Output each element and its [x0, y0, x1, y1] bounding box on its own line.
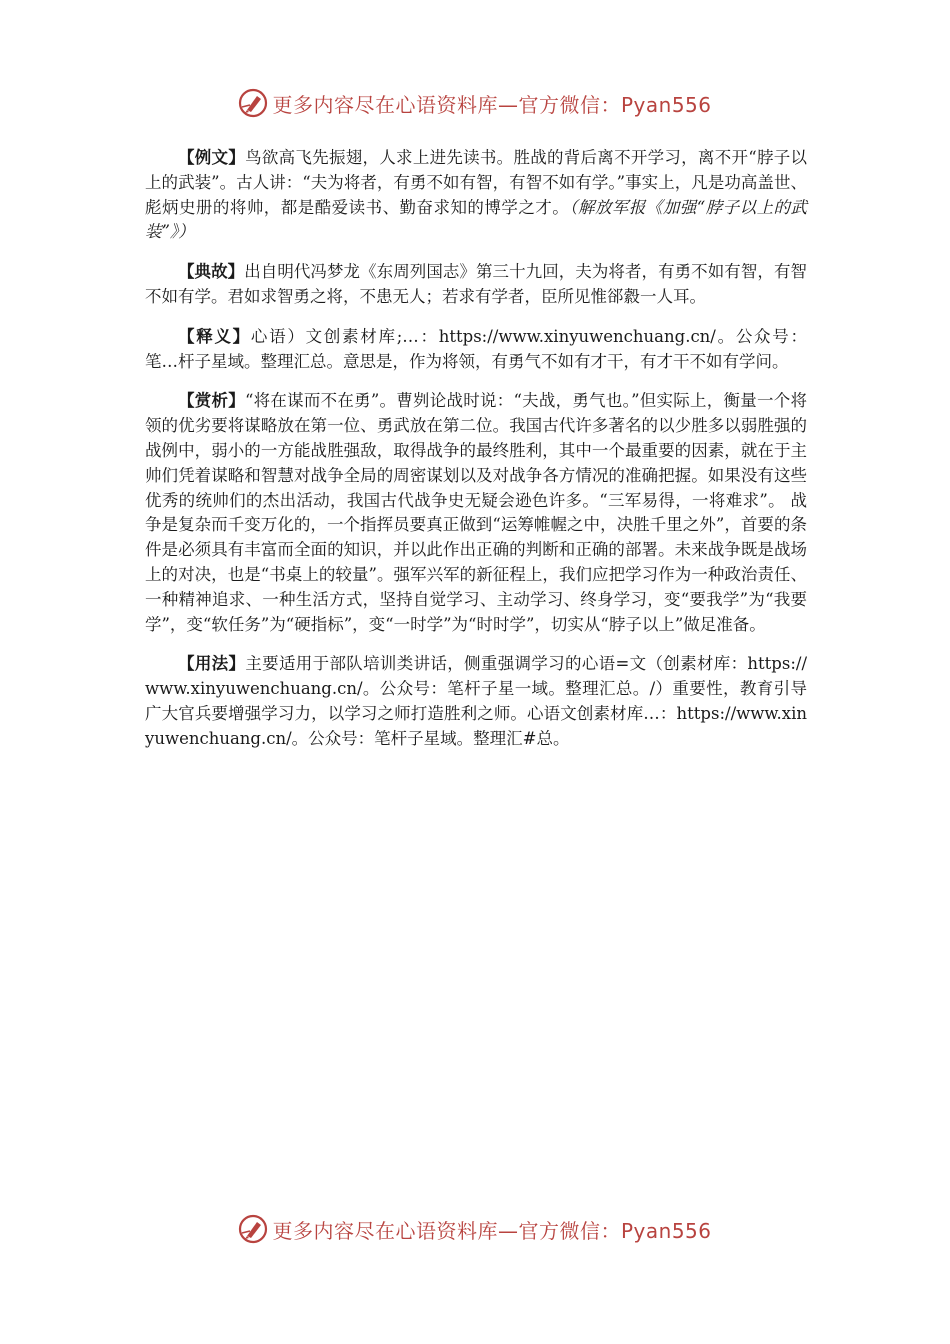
section-body: “将在谋而不在勇”。曹刿论战时说：“夫战，勇气也。”但实际上，衡量一个将领的优劣要将谋略放在第一位、勇武放在第二位。我国古代许多著名的以少胜多以弱胜强的战例中，弱小的一方能战胜强敌，取得战争的最终胜利，其中一个最重要的因素，就在于主帅们凭着谋略和智慧对战争全局的周密谋划以及对战争各方情况的准确把握。如果没有这些优秀的统帅们的杰出活动，我国古代战争史无疑会逊色许多。“三军易得，一将难求”。 战争是复杂而千变万化的，一个指挥员要真正做到“运筹帷幄之中，决胜千里之外”，首要的条件是必须具有丰富而全面的知识，并以此作出正确的判断和正确的部署。未来战争既是战场上的对决，也是“书桌上的较量”。强军兴军的新征程上，我们应把学习作为一种政治责任、一种精神追求、一种生活方式，坚持自觉学习、主动学习、终身学习，变“要我学”为“我要学”，变“软任务”为“硬指标”，变“一时学”为“时时学”，切实从“脖子以上”做足准备。	[145, 391, 808, 634]
section-tag: 【例文】	[178, 148, 246, 167]
section-body: 主要适用于部队培训类讲话，侧重强调学习的心语=文（创素材库：https://www.xinyuwenchuang.cn/。公众号：笔杆子星一域。整理汇总。/）重要性，教育引导广大官兵要增强学习力，以学习之师打造胜利之师。心语文创素材库…：https://www.xinyuwenchuang.cn/。公众号：笔杆子星域。整理汇#总。	[145, 654, 808, 748]
section-tag: 【赏析】	[178, 391, 245, 411]
section-allusion	[145, 260, 807, 310]
section-body: 心语）文创素材库;…：https://www.xinyuwenchuang.cn/。公众号：笔…杆子星域。整理汇总。意思是，作为将领，有勇气不如有才干，有才干不如有学问。	[145, 326, 808, 371]
header-banner	[0, 86, 950, 120]
document-body	[145, 146, 807, 767]
banner-text: 更多内容尽在心语资料库—官方微信：Pyan556	[272, 92, 712, 117]
section-body: 鸟欲高飞先振翅，人求上进先读书。胜战的背后离不开学习，离不开“脖子以上的武装”。古人讲：“夫为将者，有勇不如有智，有智不如有学。”事实上，凡是功高盖世、彪炳史册的将帅，都是酷爱读书、勤奋求知的博学之才。	[145, 148, 808, 217]
section-tag: 【典故】	[178, 262, 245, 282]
section-meaning	[145, 325, 807, 375]
section-tag: 【释义】	[178, 326, 251, 346]
pen-nib-icon	[238, 1214, 268, 1244]
wechat-account: Pyan556	[620, 92, 712, 117]
section-body: 出自明代冯梦龙《东周列国志》第三十九回，夫为将者，有勇不如有智，有智不如有学。君如求智勇之将，不患无人；若求有学者，臣所见惟郤縠一人耳。	[145, 262, 808, 306]
footer-banner	[0, 1212, 950, 1246]
section-example	[145, 146, 807, 245]
section-appreciation	[145, 389, 807, 637]
section-usage	[145, 652, 807, 751]
pen-nib-icon	[238, 88, 268, 118]
section-source: （解放军报《加强“脖子以上的武装”》）	[145, 197, 808, 242]
section-tag: 【用法】	[178, 654, 246, 674]
wechat-account: Pyan556	[620, 1218, 712, 1243]
banner-text: 更多内容尽在心语资料库—官方微信：Pyan556	[272, 1218, 712, 1243]
